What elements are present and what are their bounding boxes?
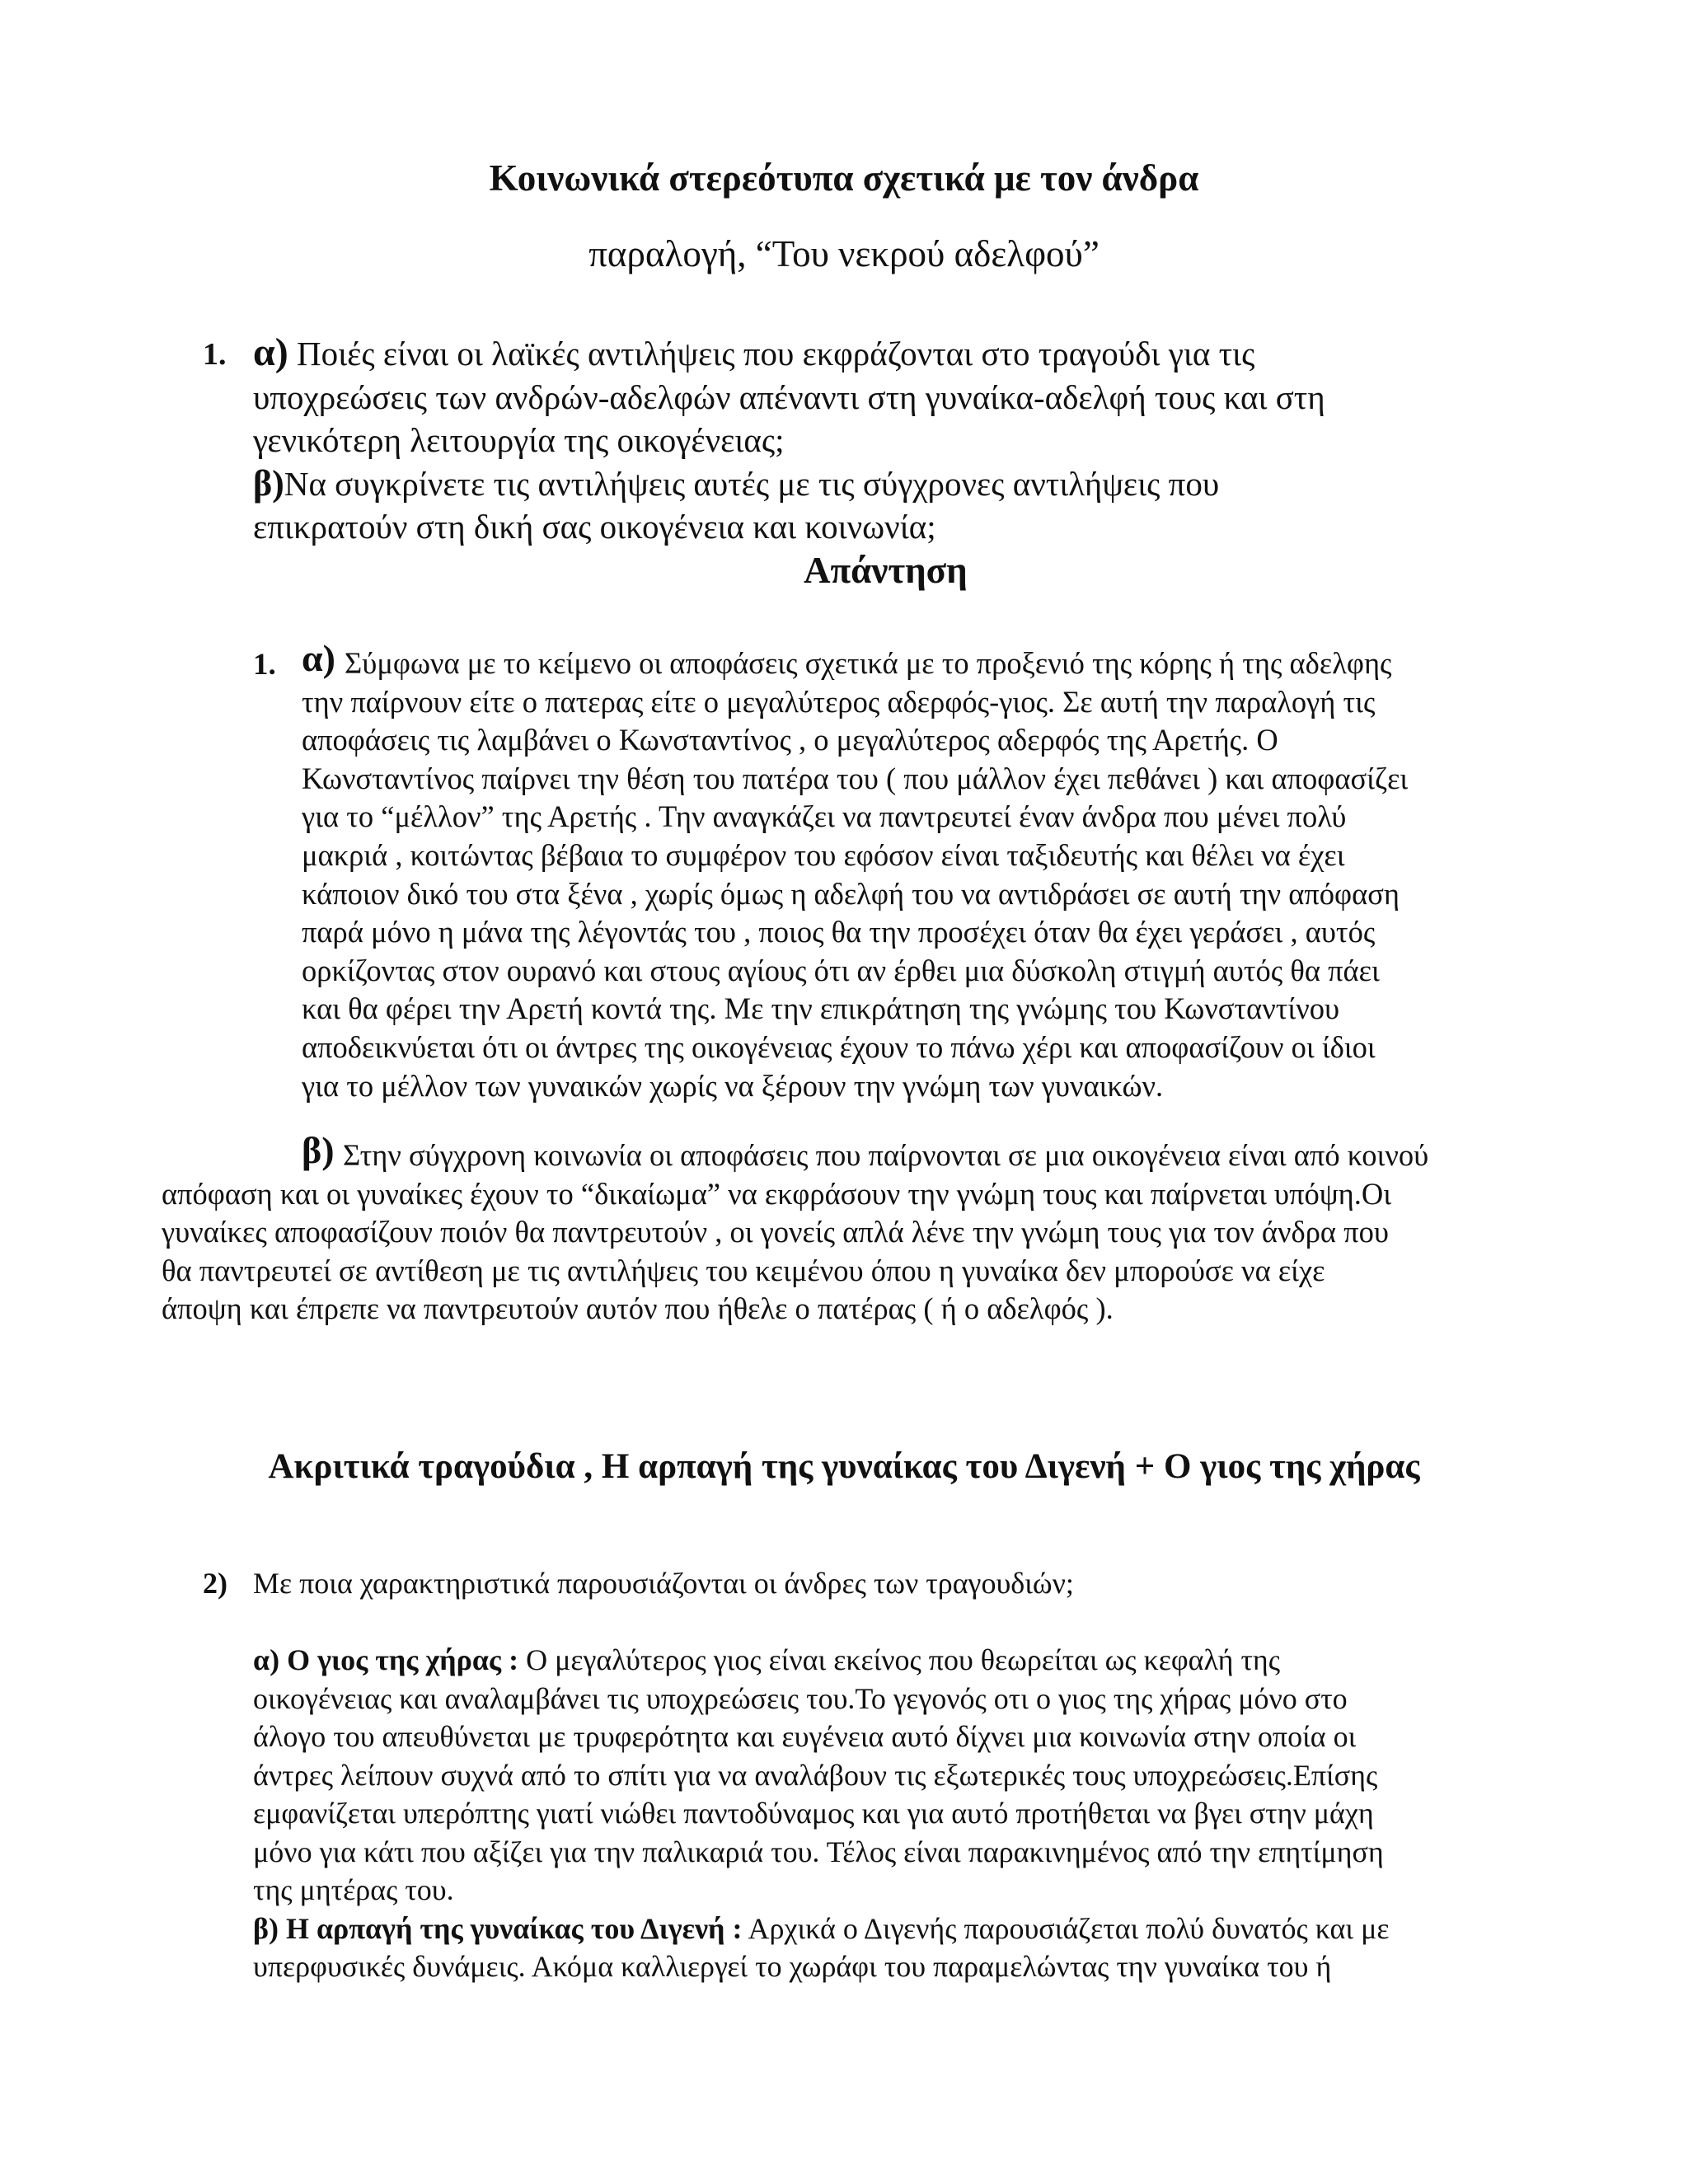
answer-1a-body: [302, 644, 1587, 1105]
answer-a-label: α) Ο γιος της χήρας :: [253, 1643, 519, 1676]
question-b-label: β): [253, 462, 284, 504]
answer-line: γυναίκες αποφασίζουν ποιόν θα παντρευτούν , οι γονείς απλά λένε την γνώμη τους για τον άνδρα που: [162, 1215, 1389, 1249]
answer-line: αποφάσεις τις λαμβάνει ο Κωνσταντίνος , ο μεγαλύτερος αδερφός της Αρετής. Ο: [302, 723, 1278, 757]
answer-text: Ο μεγαλύτερος γιος είναι εκείνος που θεωρείται ως κεφαλή της: [526, 1643, 1280, 1676]
answer-1b-body: [162, 1137, 1563, 1329]
answer-line: άντρες λείπουν συχνά από το σπίτι για να αναλάβουν τις εξωτερικές τους υποχρεώσεις.Επίσης: [253, 1758, 1378, 1792]
answer-a-label: α): [302, 637, 335, 679]
answer-line: άποψη και έπρεπε να παντρευτούν αυτόν που ήθελε ο πατέρας ( ή ο αδελφός ).: [162, 1291, 1114, 1326]
answer-line: μόνο για κάτι που αξίζει για την παλικαριά του. Τέλος είναι παρακινημένος από την επητίμηση: [253, 1835, 1384, 1868]
answer-b-label: β): [302, 1129, 335, 1171]
question-line: [253, 462, 1531, 506]
answer-line: [253, 1641, 1588, 1680]
answer-line: για το μέλλον των γυναικών χωρίς να ξέρουν την γνώμη των γυναικών.: [302, 1068, 1164, 1103]
question-text: Ποιές είναι οι λαϊκές αντιλήψεις που εκφράζονται στο τραγούδι για τις: [297, 335, 1255, 373]
answer-text: Αρχικά ο Διγενής παρουσιάζεται πολύ δυνατός και με: [748, 1911, 1390, 1945]
answer-line: Κωνσταντίνος παίρνει την θέση του πατέρα του ( που μάλλον έχει πεθάνει ) και αποφασίζει: [302, 761, 1409, 795]
answer-line: εμφανίζεται υπερόπτης γιατί νιώθει παντοδύναμος και για αυτό προτήθεται να βγει στην μάχη: [253, 1797, 1374, 1830]
section-title: Ακριτικά τραγούδια , Η αρπαγή της γυναίκας του Διγενή + Ο γιος της χήρας: [268, 1447, 1420, 1486]
question-number: 1.: [203, 337, 227, 372]
answer-2-body: [253, 1641, 1588, 1986]
question-line: γενικότερη λειτουργία της οικογένειας;: [253, 421, 785, 459]
answer-line: θα παντρευτεί σε αντίθεση με τις αντιλήψεις του κειμένου όπου η γυναίκα δεν μπορούσε να είχε: [162, 1253, 1325, 1287]
answer-line: ορκίζοντας στον ουρανό και στους αγίους ότι αν έρθει μια δύσκολη στιγμή αυτός θα πάει: [302, 953, 1380, 987]
answer-line: μακριά , κοιτώντας βέβαια το συμφέρον του εφόσον είναι ταξιδευτής και θέλει να έχει: [302, 837, 1345, 872]
answer-line: και θα φέρει την Αρετή κοντά της. Με την επικράτηση της γνώμης του Κωνσταντίνου: [302, 991, 1340, 1026]
answer-b-label: β) Η αρπαγή της γυναίκας του Διγενή :: [253, 1911, 743, 1945]
answer-line: παρά μόνο η μάνα της λέγοντάς του , ποιος θα την προσέχει όταν θα έχει γεράσει , αυτός: [302, 915, 1376, 949]
question-text: Με ποια χαρακτηριστικά παρουσιάζονται οι άνδρες των τραγουδιών;: [253, 1567, 1074, 1600]
answer-line: οικογένειας και αναλαμβάνει τις υποχρεώσεις του.Το γεγονός οτι ο γιος της χήρας μόνο στο: [253, 1681, 1348, 1715]
question-line: επικρατούν στη δική σας οικογένεια και κοινωνία;: [253, 508, 936, 546]
answer-line: Σύμφωνα με το κείμενο οι αποφάσεις σχετικά με το προξενιό της κόρης ή της αδελφης: [345, 646, 1392, 680]
section-subtitle: παραλογή, “Του νεκρού αδελφού”: [588, 233, 1100, 274]
question-1a: [253, 331, 1531, 549]
answer-number: 1.: [253, 648, 276, 682]
question-number: 2): [203, 1567, 227, 1600]
answer-line: αποδεικνύεται ότι οι άντρες της οικογένειας έχουν το πάνω χέρι και αποφασίζουν οι ίδιοι: [302, 1029, 1376, 1064]
answer-line: για το “μέλλον” της Αρετής . Την αναγκάζει να παντρευτεί έναν άνδρα που μένει πολύ: [302, 799, 1347, 834]
answer-line: άλογο του απευθύνεται με τρυφερότητα και ευγένεια αυτό δίχνει μια κοινωνία στην οποία οι: [253, 1720, 1357, 1753]
answer-line: την παίρνουν είτε ο πατερας είτε ο μεγαλύτερος αδερφός-γιος. Σε αυτή την παραλογή τις: [302, 684, 1376, 719]
question-line: υποχρεώσεις των ανδρών-αδελφών απέναντι στη γυναίκα-αδελφή τους και στη: [253, 377, 1325, 416]
section-title: Κοινωνικά στερεότυπα σχετικά με τον άνδρα: [489, 157, 1199, 199]
question-a-label: α): [253, 330, 288, 374]
question-text: Να συγκρίνετε τις αντιλήψεις αυτές με τις σύγχρονες αντιλήψεις που: [284, 464, 1220, 503]
answer-line: Στην σύγχρονη κοινωνία οι αποφάσεις που παίρνονται σε μια οικογένεια είναι από κοινού: [343, 1138, 1429, 1172]
answer-line: [253, 1910, 1588, 1948]
question-line: [253, 331, 1531, 376]
answer-line: της μητέρας του.: [253, 1873, 454, 1906]
answer-heading: Απάντηση: [804, 550, 968, 591]
answer-line: κάποιον δικό του στα ξένα , χωρίς όμως η αδελφή του να αντιδράσει σε αυτή την απόφαση: [302, 876, 1400, 911]
answer-line: απόφαση και οι γυναίκες έχουν το “δικαίωμα” να εκφράσουν την γνώμη τους και παίρνεται υπόψη.Οι: [162, 1176, 1392, 1211]
answer-line: υπερφυσικές δυνάμεις. Ακόμα καλλιεργεί το χωράφι του παραμελώντας την γυναίκα του ή: [253, 1950, 1332, 1983]
